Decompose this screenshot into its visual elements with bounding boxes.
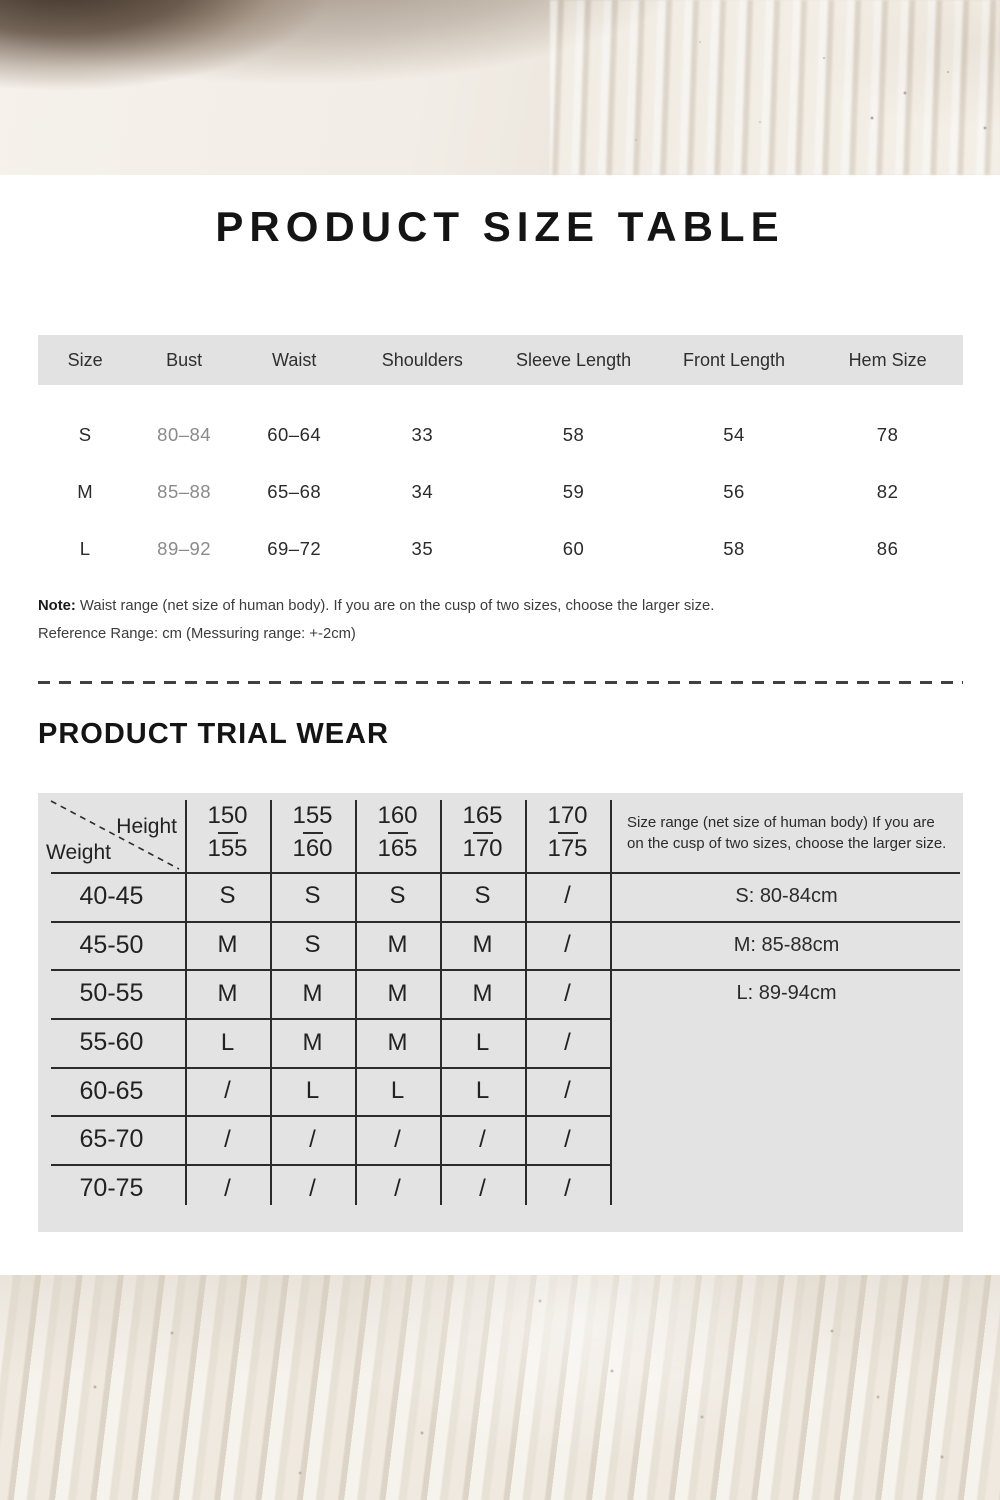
column-header-waist: Waist <box>272 349 317 370</box>
weight-range-cell: 50-55 <box>79 979 144 1008</box>
trial-table-row <box>38 1116 963 1165</box>
empty-cell <box>610 1067 963 1116</box>
trial-table-row <box>38 1067 963 1116</box>
height-column-header <box>270 793 355 872</box>
weight-axis-label: Weight <box>46 841 111 864</box>
empty-cell <box>610 1116 963 1165</box>
trial-table-row <box>38 1018 963 1067</box>
fraction-bar <box>218 832 238 834</box>
sleeve-length-cell: 58 <box>562 423 585 445</box>
front-length-cell: 56 <box>723 480 745 502</box>
weight-range-cell: 45-50 <box>79 930 144 959</box>
recommended-size-cell: M <box>472 979 493 1007</box>
recommended-size-cell: S <box>474 882 491 910</box>
front-length-cell: 54 <box>723 423 745 445</box>
size-table-note <box>38 593 714 648</box>
recommended-size-cell: L <box>305 1077 320 1105</box>
trial-header-note-line1: Size range (net size of human body) If you are <box>627 813 935 831</box>
size-cell: L <box>79 537 91 559</box>
product-photo-top <box>0 0 1000 175</box>
recommended-size-cell: / <box>224 1174 231 1202</box>
recommended-size-cell: S <box>304 931 321 959</box>
column-header-bust: Bust <box>166 349 203 370</box>
bust-cell: 85–88 <box>157 480 212 502</box>
hem-size-cell: 78 <box>876 423 899 445</box>
front-length-cell: 58 <box>723 537 745 559</box>
waist-cell: 60–64 <box>267 423 322 445</box>
height-range-top: 155 <box>292 802 333 830</box>
recommended-size-cell: / <box>564 882 571 910</box>
product-photo-bottom <box>0 1275 1000 1500</box>
empty-cell <box>610 1164 963 1213</box>
height-range-top: 165 <box>462 802 503 830</box>
shoulders-cell: 34 <box>411 480 434 502</box>
weight-range-cell: 60-65 <box>79 1076 144 1105</box>
bust-range-label: S: 80-84cm <box>735 884 838 907</box>
trial-header-note <box>610 793 963 872</box>
weight-range-cell: 65-70 <box>79 1125 144 1154</box>
height-axis-label: Height <box>116 815 177 838</box>
column-header-shoulders: Shoulders <box>381 349 463 370</box>
reference-range-text: Reference Range: cm (Messuring range: +-2cm) <box>38 625 356 642</box>
recommended-size-cell: / <box>564 1125 571 1153</box>
bust-range-label: M: 85-88cm <box>733 933 840 956</box>
height-range-bottom: 165 <box>377 834 418 862</box>
recommended-size-cell: M <box>302 1028 323 1056</box>
recommended-size-cell: / <box>564 931 571 959</box>
trial-header-row <box>38 793 963 872</box>
recommended-size-cell: M <box>387 931 408 959</box>
size-table-row-s <box>38 406 963 463</box>
fraction-bar <box>473 832 493 834</box>
recommended-size-cell: M <box>387 1028 408 1056</box>
recommended-size-cell: S <box>389 882 406 910</box>
column-header-size: Size <box>67 349 103 370</box>
recommended-size-cell: / <box>309 1174 316 1202</box>
height-range-bottom: 175 <box>547 834 588 862</box>
hem-size-cell: 82 <box>876 480 899 502</box>
recommended-size-cell: / <box>564 979 571 1007</box>
height-range-top: 160 <box>377 802 418 830</box>
height-weight-corner-cell <box>38 793 185 872</box>
weight-range-cell: 55-60 <box>79 1028 144 1057</box>
trial-wear-table <box>38 793 963 1232</box>
fraction-bar <box>303 832 323 834</box>
height-range-bottom: 170 <box>462 834 503 862</box>
empty-cell <box>610 1018 963 1067</box>
height-range-top: 170 <box>547 802 588 830</box>
recommended-size-cell: / <box>564 1077 571 1105</box>
dashed-divider <box>38 681 963 684</box>
size-table <box>38 335 963 577</box>
bust-cell: 80–84 <box>157 423 212 445</box>
note-line <box>38 593 714 621</box>
recommended-size-cell: / <box>224 1125 231 1153</box>
recommended-size-cell: / <box>564 1174 571 1202</box>
fraction-bar <box>388 832 408 834</box>
recommended-size-cell: / <box>224 1077 231 1105</box>
recommended-size-cell: L <box>220 1028 235 1056</box>
size-table-row-l <box>38 520 963 577</box>
recommended-size-cell: M <box>217 979 238 1007</box>
recommended-size-cell: M <box>387 979 408 1007</box>
trial-table-row <box>38 1164 963 1213</box>
trial-grid <box>38 793 963 1213</box>
column-header-front-length: Front Length <box>683 349 786 370</box>
recommended-size-cell: L <box>390 1077 405 1105</box>
column-header-sleeve-length: Sleeve Length <box>516 349 632 370</box>
note-label: Note: <box>38 598 76 614</box>
size-table-row-m <box>38 463 963 520</box>
recommended-size-cell: / <box>479 1125 486 1153</box>
height-range-bottom: 155 <box>207 834 248 862</box>
fraction-bar <box>558 832 578 834</box>
weight-range-cell: 70-75 <box>79 1174 144 1203</box>
recommended-size-cell: L <box>475 1077 490 1105</box>
note-text: Waist range (net size of human body). If you are on the cusp of two sizes, choose the larger size. <box>75 598 715 614</box>
recommended-size-cell: M <box>472 931 493 959</box>
trial-table-row <box>38 872 963 921</box>
trial-header-note-line2: on the cusp of two sizes, choose the larger size. <box>627 834 947 852</box>
height-column-header <box>525 793 610 872</box>
size-cell: M <box>77 480 94 502</box>
shoulders-cell: 35 <box>411 537 434 559</box>
waist-cell: 65–68 <box>267 480 322 502</box>
recommended-size-cell: / <box>394 1125 401 1153</box>
bust-range-label: L: 89-94cm <box>736 982 837 1005</box>
recommended-size-cell: / <box>564 1028 571 1056</box>
trial-table-row <box>38 921 963 970</box>
sleeve-length-cell: 60 <box>562 537 585 559</box>
weight-range-cell: 40-45 <box>79 881 144 910</box>
column-header-hem-size: Hem Size <box>848 349 927 370</box>
height-column-header <box>185 793 270 872</box>
trial-table-row <box>38 969 963 1018</box>
bust-cell: 89–92 <box>157 537 212 559</box>
size-table-body <box>38 385 963 577</box>
trial-wear-title: PRODUCT TRIAL WEAR <box>38 718 389 750</box>
height-column-header <box>355 793 440 872</box>
hem-size-cell: 86 <box>876 537 899 559</box>
recommended-size-cell: M <box>302 979 323 1007</box>
size-cell: S <box>78 423 92 445</box>
height-range-bottom: 160 <box>292 834 333 862</box>
height-range-top: 150 <box>207 802 248 830</box>
recommended-size-cell: S <box>304 882 321 910</box>
sleeve-length-cell: 59 <box>562 480 585 502</box>
waist-cell: 69–72 <box>267 537 322 559</box>
shoulders-cell: 33 <box>411 423 434 445</box>
recommended-size-cell: / <box>309 1125 316 1153</box>
page-title: PRODUCT SIZE TABLE <box>215 203 785 250</box>
recommended-size-cell: S <box>219 882 236 910</box>
recommended-size-cell: L <box>475 1028 490 1056</box>
recommended-size-cell: / <box>479 1174 486 1202</box>
size-table-header-row <box>38 335 963 385</box>
recommended-size-cell: M <box>217 931 238 959</box>
height-column-header <box>440 793 525 872</box>
recommended-size-cell: / <box>394 1174 401 1202</box>
